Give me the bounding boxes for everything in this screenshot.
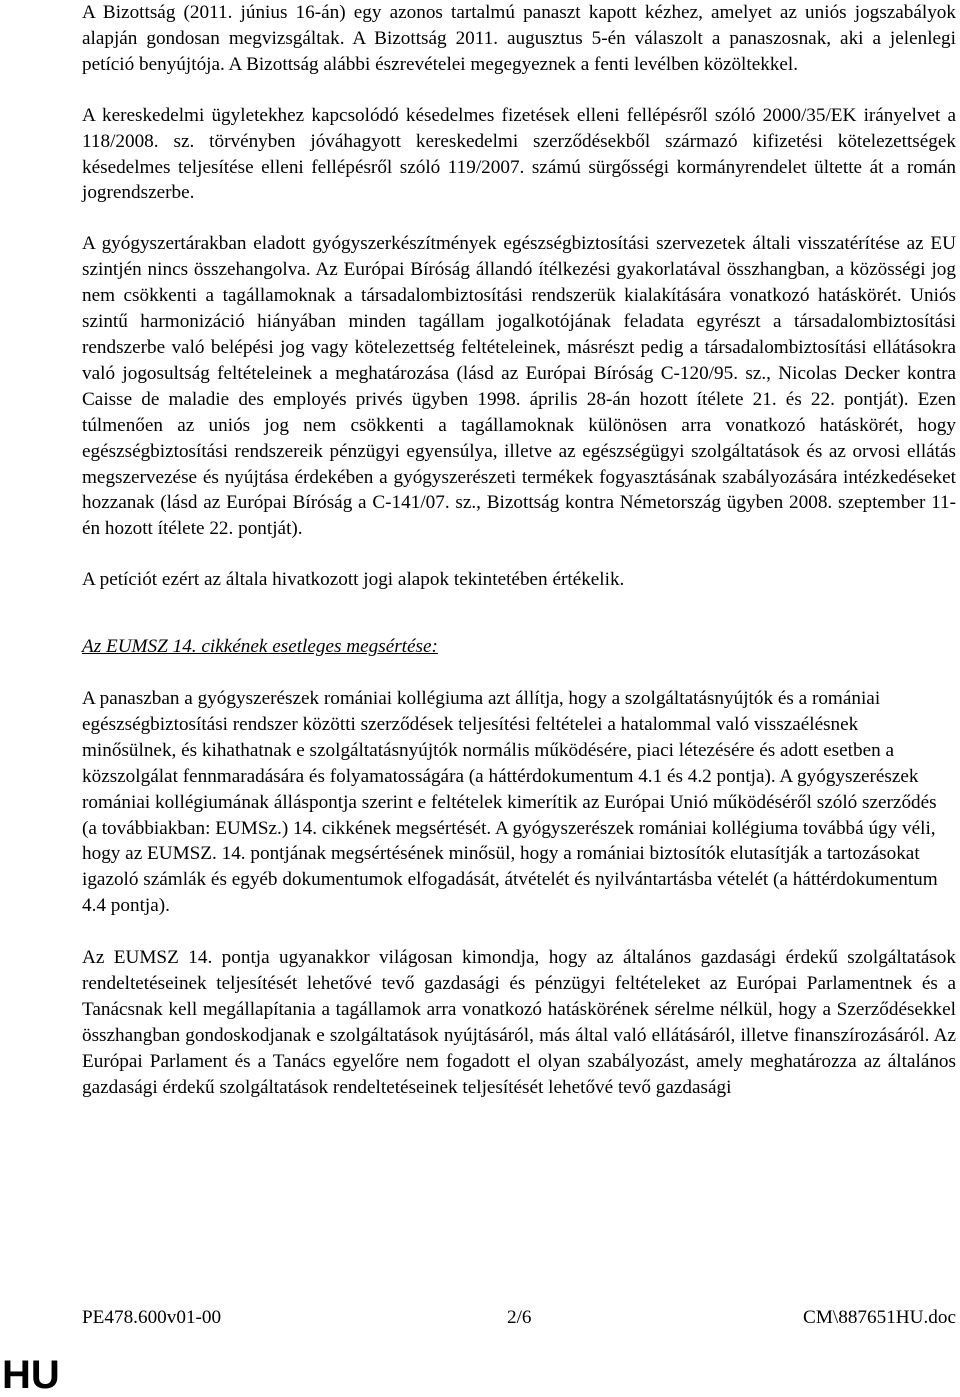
paragraph-pharmacists-complaint: A panaszban a gyógyszerészek romániai kollégiuma azt állítja, hogy a szolgáltatásnyújtók és a romániai egészségbiztosítási rendszer közötti szerződések teljesítési feltételei a hatalommal való visszaélésnek minősülnek, és kihathatnak e szolgáltatásnyújtók normális működésére, piaci létezésére és adott esetben a közszolgálat fennmaradására és folyamatosságára (a háttérdokumentum 4.1 és 4.2 pontja). A gyógyszerészek romániai kollégiumának álláspontja szerint e feltételek kimerítik az Európai Unió működéséről szóló szerződés (a továbbiakban: EUMSz.) 14. cikkének megsértését. A gyógyszerészek romániai kollégiuma továbbá úgy véli, hogy az EUMSZ. 14. pontjának megsértésének minősül, hogy a romániai biztosítók elutasítják a tartozásokat igazoló számlák és egyéb dokumentumok elfogadását, átvételét és nyilvántartásba vételét (a háttérdokumentum 4.4 pontja). <box>82 688 938 917</box>
document-body <box>82 0 956 1101</box>
paragraph-late-payment-directive: A kereskedelmi ügyletekhez kapcsolódó késedelmes fizetések elleni fellépésről szóló 2000/35/EK irányelvet a 118/2008. sz. törvényben jóváhagyott kereskedelmi szerződésekből származó kifizetési kötelezettségek késedelmes teljesítése elleni fellépésről szóló 119/2007. számú sürgősségi kormányrendelet ültette át a román jogrendszerbe. <box>82 104 956 204</box>
section-heading: Az EUMSZ 14. cikkének esetleges megsértése: <box>82 636 438 658</box>
paragraph-pharmacy-reimbursement: A gyógyszertárakban eladott gyógyszerkészítmények egészségbiztosítási szervezetek általi visszatérítése az EU szintjén nincs összehangolva. Az Európai Bíróság állandó ítélkezési gyakorlatával összhangban, a közösségi jog nem csökkenti a tagállamoknak a társadalombiztosítási rendszerük kialakítására vonatkozó hatáskörét. Uniós szintű harmonizáció hiányában minden tagállam jogalkotójának feladata egyrészt a társadalombiztosítási rendszerbe való belépési jog vagy kötelezettség feltételeinek, másrészt pedig a társadalombiztosítási ellátásokra való jogosultság feltételeinek a meghatározása (lásd az Európai Bíróság C-120/95. sz., Nicolas Decker kontra Caisse de maladie des employés privés ügyben 1998. április 28-án hozott ítélete 21. és 22. pontját). Ezen túlmenően az uniós jog nem csökkenti a tagállamoknak különösen arra vonatkozó hatáskörét, hogy egészségbiztosítási rendszereik pénzügyi egyensúlya, illetve az egészségügyi szolgáltatások és az orvosi ellátás megszervezése és nyújtása érdekében a gyógyszerészeti termékek fogyasztásának szabályozására intézkedéseket hozzanak (lásd az Európai Bíróság a C-141/07. sz., Bizottság kontra Németország ügyben 2008. szeptember 11-én hozott ítélete 22. pontját). <box>82 233 956 540</box>
language-code-badge: HU <box>2 1353 60 1397</box>
footer-file-reference: CM\887651HU.doc <box>803 1307 956 1328</box>
footer-page-number: 2/6 <box>507 1307 532 1328</box>
paragraph-tfeu-article-14: Az EUMSZ 14. pontja ugyanakkor világosan kimondja, hogy az általános gazdasági érdekű szolgáltatások rendeltetéseinek teljesítését lehetővé tevő gazdasági és pénzügyi feltételeket az Európai Parlamentnek és a Tanácsnak kell megállapítania a tagállamok arra vonatkozó hatáskörének sérelme nélkül, hogy a Szerződésekkel összhangban gondoskodjanak e szolgáltatások nyújtásáról, más által való ellátásáról, illetve finanszírozásáról. Az Európai Parlament és a Tanács egyelőre nem fogadott el olyan szabályozást, amely meghatározza az általános gazdasági érdekű szolgáltatások rendeltetéseinek teljesítését lehetővé tevő gazdasági <box>82 947 956 1098</box>
page-footer <box>82 1305 956 1331</box>
paragraph-petition-assessment: A petíciót ezért az általa hivatkozott jogi alapok tekintetében értékelik. <box>82 569 625 591</box>
footer-doc-reference: PE478.600v01-00 <box>82 1307 222 1328</box>
paragraph-commission-complaint: A Bizottság (2011. június 16-án) egy azonos tartalmú panaszt kapott kézhez, amelyet az uniós jogszabályok alapján gondosan megvizsgáltak. A Bizottság 2011. augusztus 5-én válaszolt a panaszosnak, aki a jelenlegi petíció benyújtója. A Bizottság alábbi észrevételei megegyeznek a fenti levélben közöltekkel. <box>82 2 956 75</box>
